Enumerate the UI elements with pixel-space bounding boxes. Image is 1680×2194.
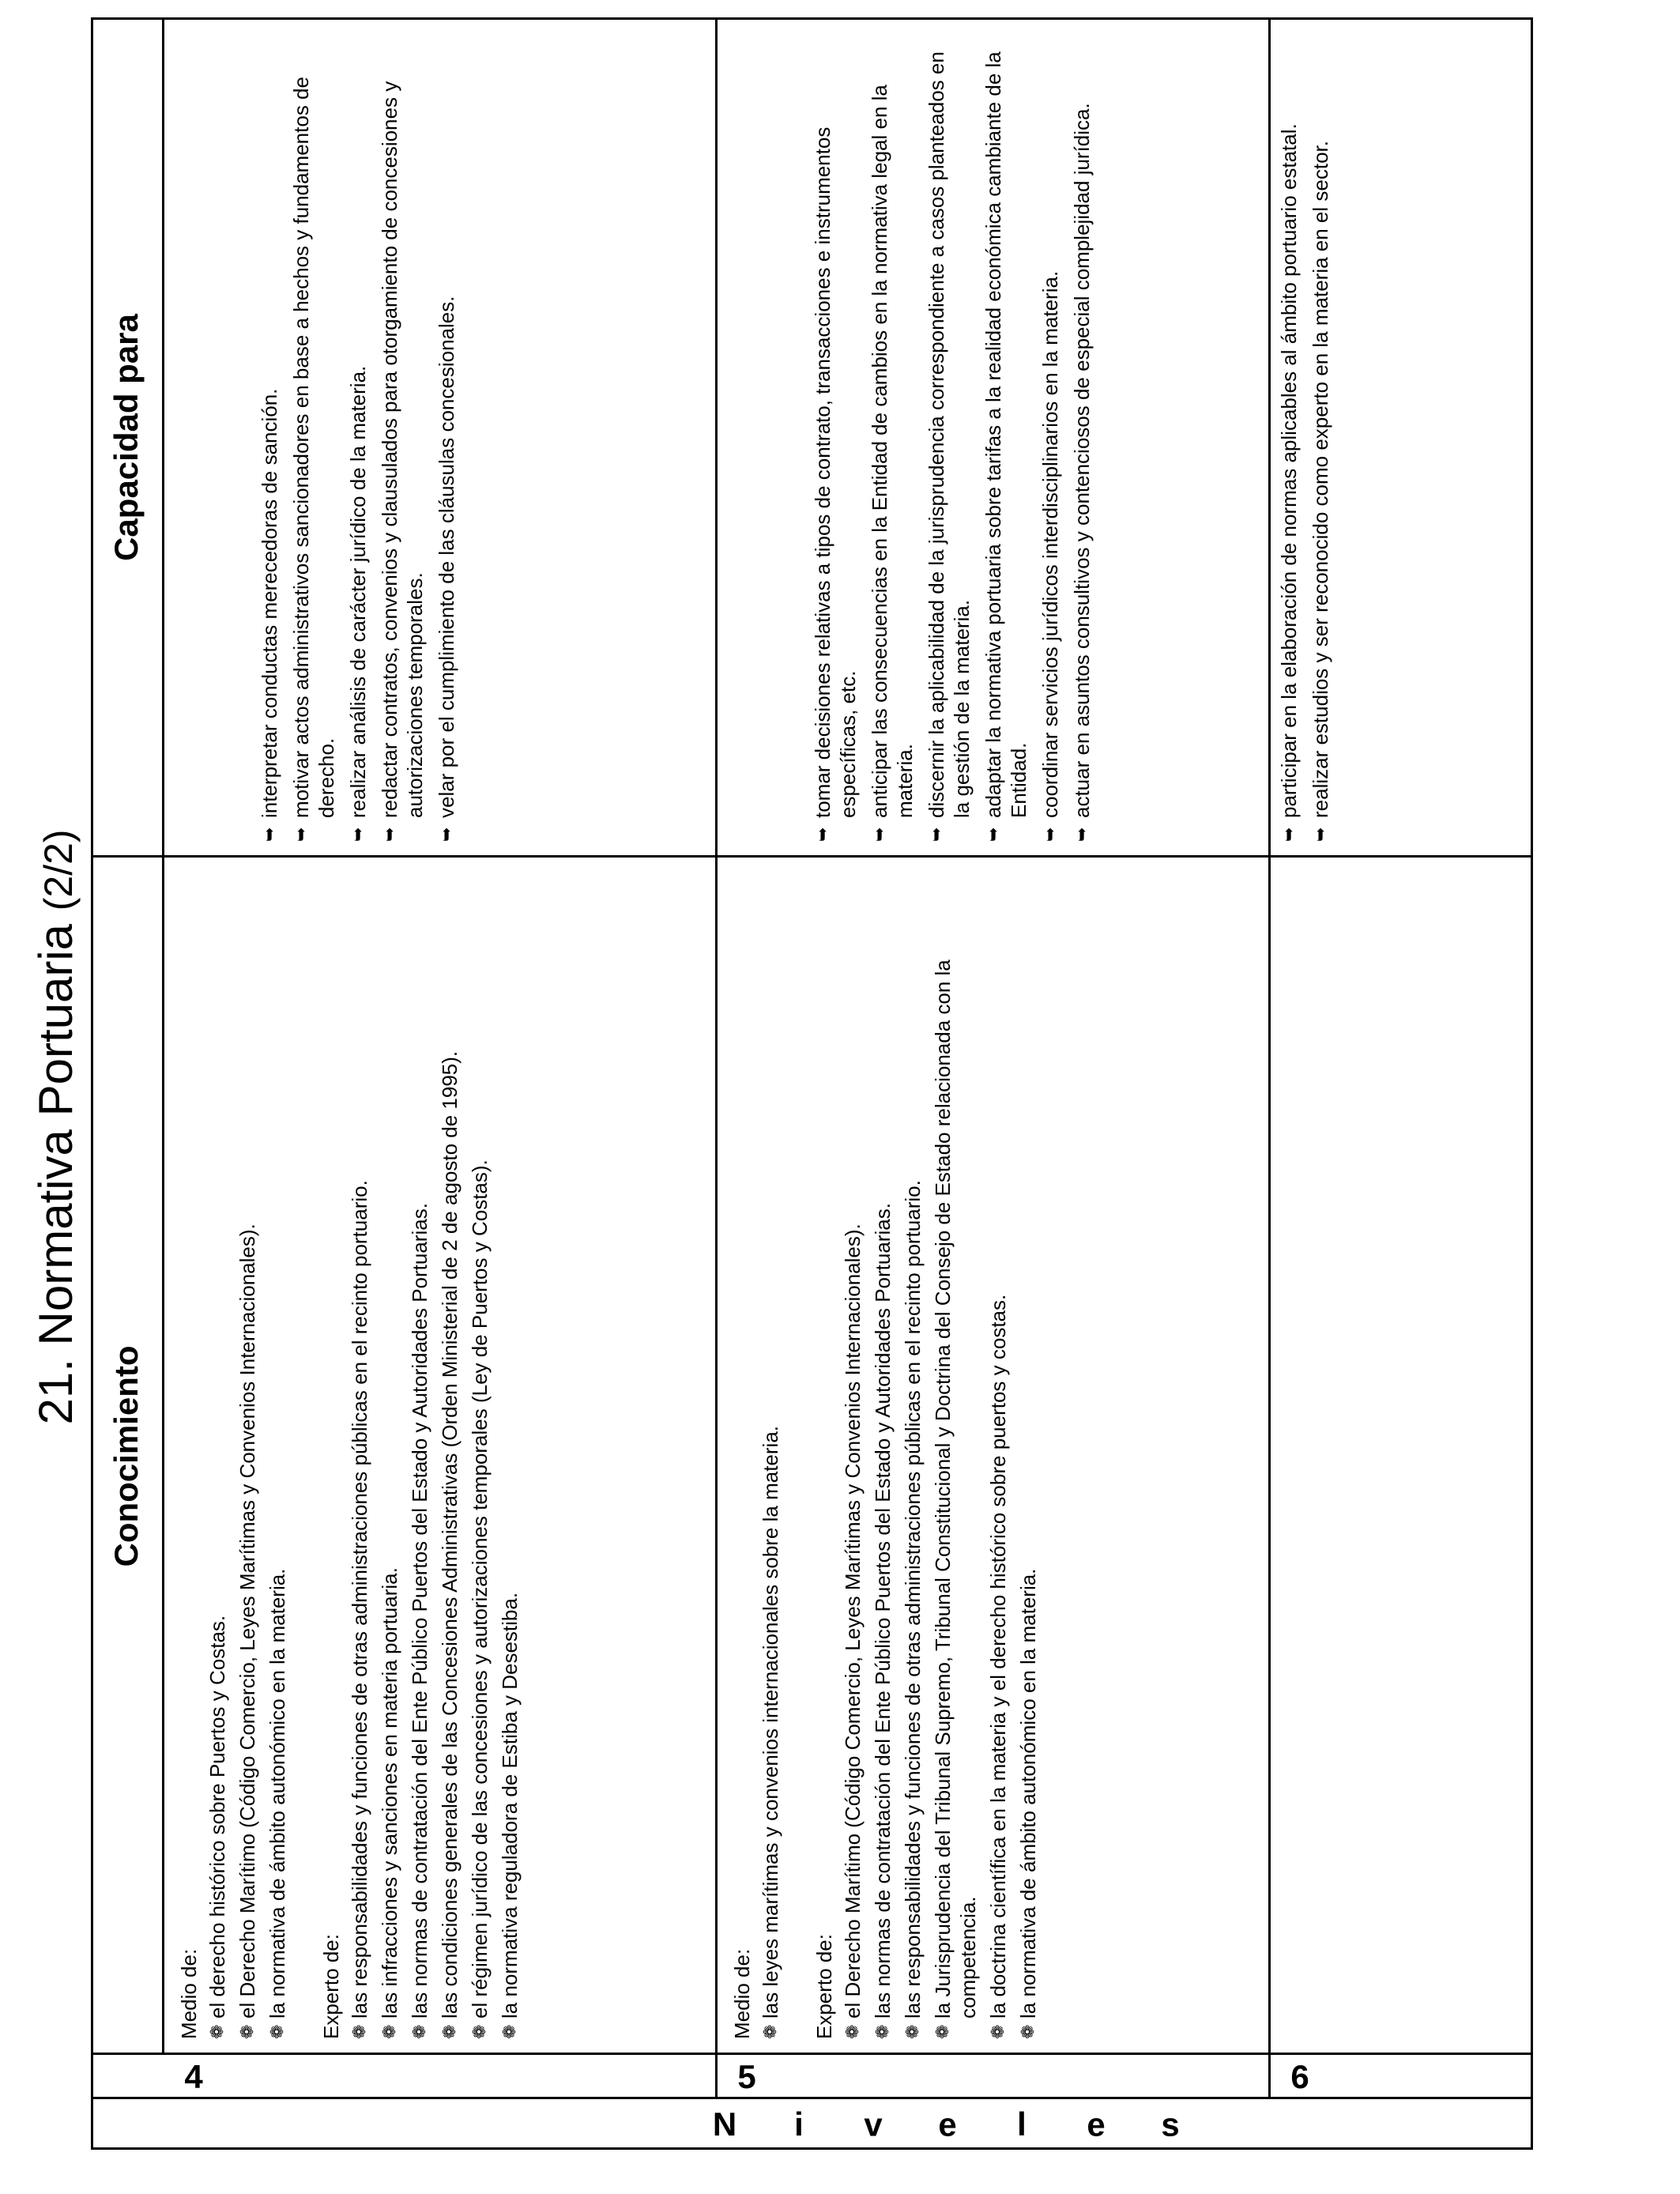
niveles-letter: e: [938, 2105, 957, 2143]
list-item-text: velar por el cumplimiento de las cláusulas concesionales.: [435, 296, 458, 818]
list-item-text: tomar decisiones relativas a tipos de contrato, transacciones e instrumentos específicas, etc.: [811, 126, 860, 818]
flower-bullet-icon: ❁: [267, 2024, 287, 2039]
niveles-letter: s: [1161, 2105, 1180, 2143]
arrow-icon: ➥: [1310, 827, 1330, 842]
list-item-text: actuar en asuntos consultivos y contenciosos de especial complejidad jurídica.: [1070, 103, 1094, 818]
niveles-letter: e: [1087, 2105, 1106, 2143]
header-conocimiento: Conocimiento: [107, 1345, 145, 1567]
arrow-icon: ➥: [926, 827, 946, 842]
flower-bullet-icon: ❁: [207, 2024, 227, 2039]
flower-bullet-icon: ❁: [439, 2024, 459, 2039]
list-item-text: las responsabilidades y funciones de otras administraciones públicas en el recinto portuario.: [348, 1180, 371, 2019]
list-item-text: las normas de contratación del Ente Público Puertos del Estado y Autoridades Portuarias.: [871, 1203, 895, 2019]
list-item-text: discernir la aplicabilidad de la jurisprudencia correspondiente a casos planteados en la gestión de la materia.: [925, 51, 974, 818]
experto-label: Experto de:: [812, 1934, 836, 2039]
list-item-text: las normas de contratación del Ente Público Puertos del Estado y Autoridades Portuarias.: [408, 1203, 431, 2019]
level-number-6: 6: [1290, 2058, 1309, 2095]
flower-bullet-icon: ❁: [409, 2024, 429, 2039]
arrow-icon: ➥: [291, 827, 311, 842]
list-item-text: coordinar servicios jurídicos interdisciplinarios en la materia.: [1038, 270, 1062, 818]
list-item-text: redactar contratos, convenios y clausulados para otorgamiento de concesiones y autorizaciones temporales.: [378, 81, 427, 818]
list-item-text: las responsabilidades y funciones de otras administraciones públicas en el recinto portuario.: [901, 1180, 925, 2019]
experto-label: Experto de:: [319, 1934, 343, 2039]
flower-bullet-icon: ❁: [760, 2024, 780, 2039]
list-item-text: la Jurisprudencia del Tribunal Supremo, Tribunal Constitucional y Doctrina del Consejo de Estado relacionada con la competencia.: [931, 959, 980, 2019]
flower-bullet-icon: ❁: [842, 2024, 862, 2039]
list-item-text: anticipar las consecuencias en la Entidad de cambios en la normativa legal en la materia.: [868, 85, 917, 818]
flower-bullet-icon: ❁: [872, 2024, 892, 2039]
level-number-5: 5: [737, 2058, 756, 2095]
flower-bullet-icon: ❁: [349, 2024, 369, 2039]
header-capacidad: Capacidad para: [107, 314, 145, 561]
arrow-icon: ➥: [869, 827, 889, 842]
arrow-icon: ➥: [348, 827, 367, 842]
medio-label: Medio de:: [730, 1948, 754, 2039]
arrow-icon: ➥: [1040, 827, 1060, 842]
medio-label: Medio de:: [177, 1948, 201, 2039]
flower-bullet-icon: ❁: [902, 2024, 922, 2039]
list-item-text: las condiciones generales de las Concesiones Administrativas (Orden Ministerial de 2 de agosto de 1995).: [438, 1050, 461, 2019]
list-item-text: el derecho histórico sobre Puertos y Costas.: [205, 1615, 229, 2019]
list-item-text: las leyes marítimas y convenios internacionales sobre la materia.: [759, 1425, 782, 2019]
arrow-icon: ➥: [1072, 827, 1091, 842]
arrow-icon: ➥: [812, 827, 832, 842]
flower-bullet-icon: ❁: [988, 2024, 1008, 2039]
flower-bullet-icon: ❁: [469, 2024, 489, 2039]
level-number-4: 4: [184, 2058, 203, 2095]
flower-bullet-icon: ❁: [499, 2024, 519, 2039]
list-item-text: participar en la elaboración de normas aplicables al ámbito portuario estatal.: [1277, 123, 1301, 818]
flower-bullet-icon: ❁: [237, 2024, 257, 2039]
niveles-letter: l: [1017, 2105, 1026, 2143]
list-item-text: la doctrina científica en la materia y el derecho histórico sobre puertos y costas.: [986, 1294, 1010, 2019]
arrow-icon: ➥: [379, 827, 399, 842]
list-item-text: adaptar la normativa portuaria sobre tarifas a la realidad económica cambiante de la Entidad.: [981, 51, 1030, 818]
list-item-text: el Derecho Marítimo (Código Comercio, Leyes Marítimas y Convenios Internacionales).: [841, 1223, 864, 2019]
arrow-icon: ➥: [983, 827, 1003, 842]
title-sub: (2/2): [36, 829, 81, 911]
list-item-text: la normativa de ámbito autonómico en la materia.: [266, 1568, 289, 2019]
arrow-icon: ➥: [436, 827, 456, 842]
list-item-text: motivar actos administrativos sancionadores en base a hechos y fundamentos de derecho.: [289, 77, 338, 818]
list-item-text: el Derecho Marítimo (Código Comercio, Leyes Marítimas y Convenios Internacionales).: [235, 1223, 259, 2019]
niveles-letter: v: [864, 2105, 883, 2143]
list-item-text: las infracciones y sanciones en materia portuaria.: [378, 1567, 401, 2019]
flower-bullet-icon: ❁: [379, 2024, 399, 2039]
flower-bullet-icon: ❁: [932, 2024, 952, 2039]
niveles-letter: i: [794, 2105, 804, 2143]
arrow-icon: ➥: [259, 827, 279, 842]
list-item-text: el régimen jurídico de las concesiones y autorizaciones temporales (Ley de Puertos y Costas).: [468, 1159, 492, 2019]
list-item-text: realizar estudios y ser reconocido como experto en la materia en el sector.: [1309, 141, 1332, 818]
niveles-letter: N: [712, 2105, 737, 2143]
list-item-text: la normativa de ámbito autonómico en la materia.: [1016, 1568, 1040, 2019]
list-item-text: realizar análisis de carácter jurídico de la materia.: [346, 365, 370, 818]
list-item-text: interpretar conductas merecedoras de sanción.: [258, 388, 281, 818]
list-item-text: la normativa reguladora de Estiba y Desestiba.: [498, 1592, 522, 2019]
title-main: 21. Normativa Portuaria: [29, 923, 82, 1425]
flower-bullet-icon: ❁: [1018, 2024, 1038, 2039]
arrow-icon: ➥: [1279, 827, 1298, 842]
